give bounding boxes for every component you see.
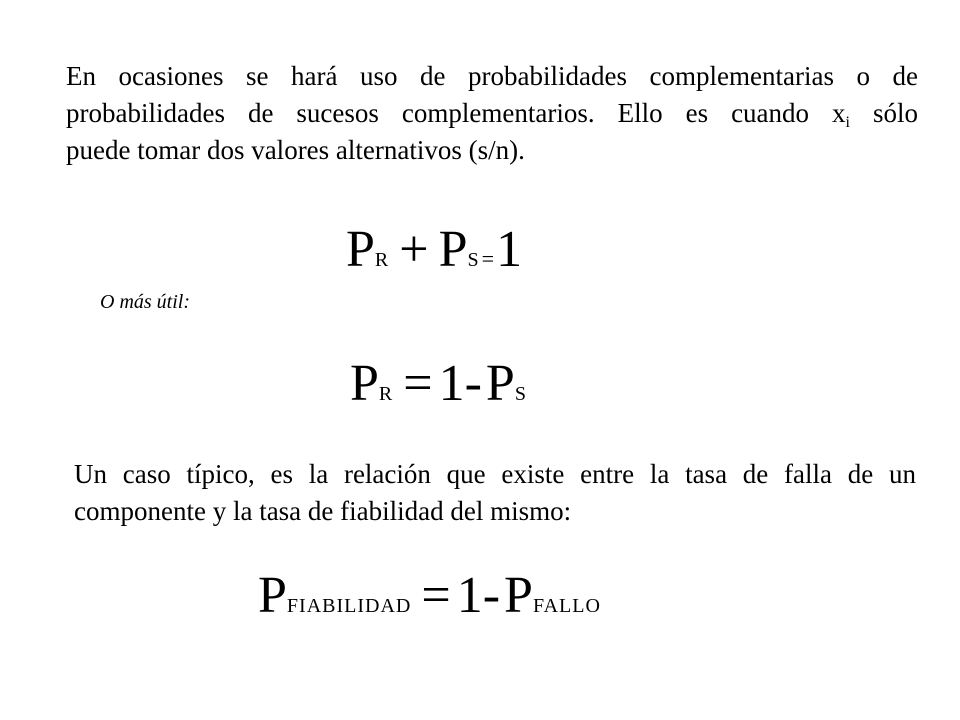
intro-paragraph: [66, 58, 918, 169]
note-more-useful: O más útil:: [100, 291, 190, 313]
example-line-2: componente y la tasa de fiabilidad del mismo:: [74, 496, 572, 526]
formula-complement-sum: [346, 221, 523, 278]
formula3-one: 1: [456, 567, 483, 624]
formula-complement-difference: [350, 355, 527, 412]
formula3-p1: P: [258, 567, 287, 624]
formula3-p2: P: [504, 567, 533, 624]
formula2-minus: -: [464, 355, 482, 412]
formula1-plus: +: [399, 221, 429, 278]
formula1-p2: P: [438, 221, 468, 278]
formula2-p1: P: [350, 355, 379, 412]
example-line-1: Un caso típico, es la relación que existe entre la tasa de falla de un: [74, 459, 916, 489]
intro-line-2-end: sólo: [850, 98, 919, 128]
formula2-sub2: S: [514, 383, 527, 405]
formula3-sub1: FIABILIDAD: [286, 595, 412, 617]
intro-line-1: En ocasiones se hará uso de probabilidades complementarias o de: [66, 61, 918, 91]
intro-line-2: [66, 95, 918, 132]
formula2-equals: =: [403, 355, 433, 412]
intro-line-3: puede tomar dos valores alternativos (s/n).: [66, 135, 525, 165]
example-paragraph: [74, 456, 916, 530]
intro-line-2-text: probabilidades de sucesos complementarios. Ello es cuando x: [66, 98, 846, 128]
subscript-i: i: [845, 114, 850, 131]
formula1-one: 1: [496, 221, 523, 278]
formula2-one: 1: [438, 355, 465, 412]
formula3-equals: =: [421, 567, 451, 624]
formula3-sub2: FALLO: [532, 595, 601, 617]
formula1-p1: P: [346, 221, 375, 278]
formula2-p2: P: [485, 355, 515, 412]
formula2-sub1: R: [378, 383, 394, 405]
formula1-sub2: S: [467, 249, 480, 271]
formula3-minus: -: [482, 567, 501, 624]
formula1-equals: =: [481, 246, 495, 271]
formula1-sub1: R: [374, 249, 390, 271]
formula-reliability: [258, 567, 601, 624]
